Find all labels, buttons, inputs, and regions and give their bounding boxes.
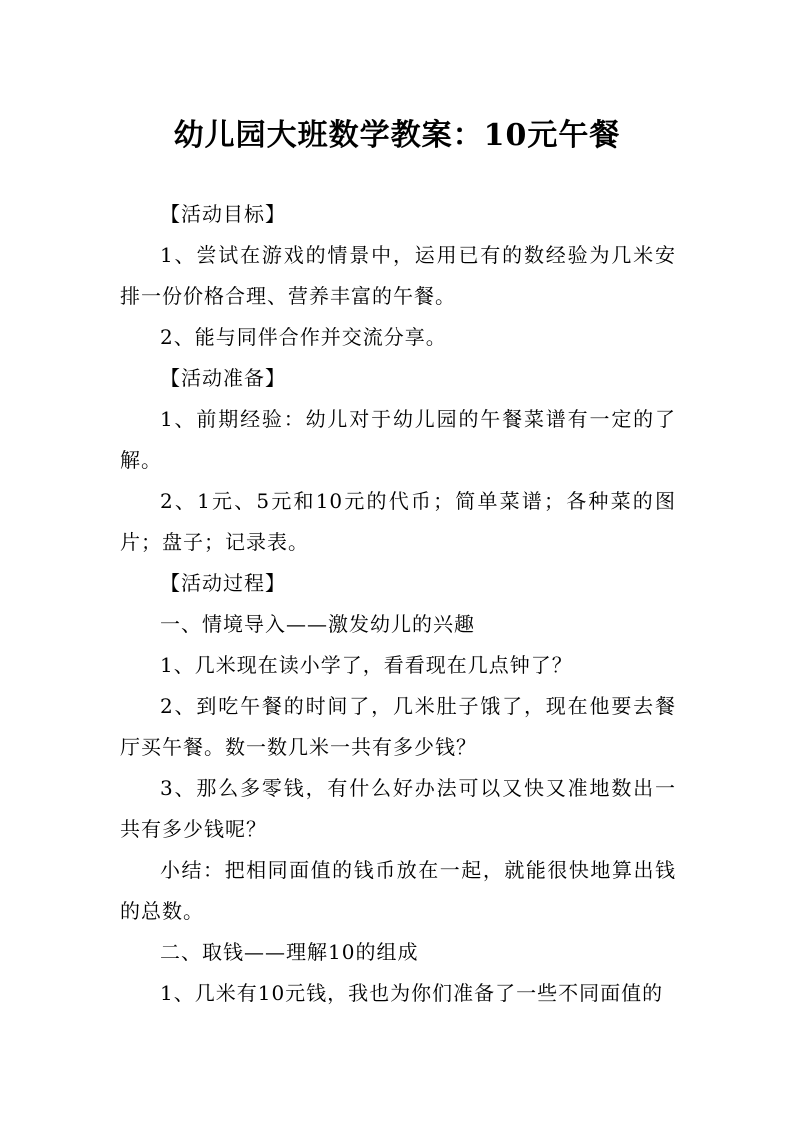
goal-item-2: 2、能与同伴合作并交流分享。 [160,325,447,349]
process-step-1-item-3: 3、那么多零钱，有什么好办法可以又快又准地数出一共有多少钱呢？ [120,776,676,841]
document-body [120,194,676,1014]
process-step-heading-1: 一、情境导入——激发幼儿的兴趣 [160,612,475,636]
goal-item-1: 1、尝试在游戏的情景中，运用已有的数经验为几米安排一份价格合理、营养丰富的午餐。 [120,243,676,308]
process-step-1-summary: 小结：把相同面值的钱币放在一起，就能很快地算出钱的总数。 [120,858,676,923]
process-step-1-item-1: 1、几米现在读小学了，看看现在几点钟了？ [160,653,573,677]
process-step-1-item-2: 2、到吃午餐的时间了，几米肚子饿了，现在他要去餐厅买午餐。数一数几米一共有多少钱？ [120,694,676,759]
preparation-item-2: 2、1元、5元和10元的代币；简单菜谱；各种菜的图片；盘子；记录表。 [120,489,676,554]
process-step-2-item-1: 1、几米有10元钱，我也为你们准备了一些不同面值的 [160,981,664,1005]
process-step-heading-2: 二、取钱——理解10的组成 [160,940,419,964]
preparation-item-1: 1、前期经验：幼儿对于幼儿园的午餐菜谱有一定的了解。 [120,407,676,472]
document-title: 幼儿园大班数学教案：10元午餐 [173,118,621,154]
section-heading-activity-preparation: 【活动准备】 [160,366,286,390]
section-heading-activity-process: 【活动过程】 [160,571,286,595]
section-heading-activity-goals: 【活动目标】 [160,202,286,226]
